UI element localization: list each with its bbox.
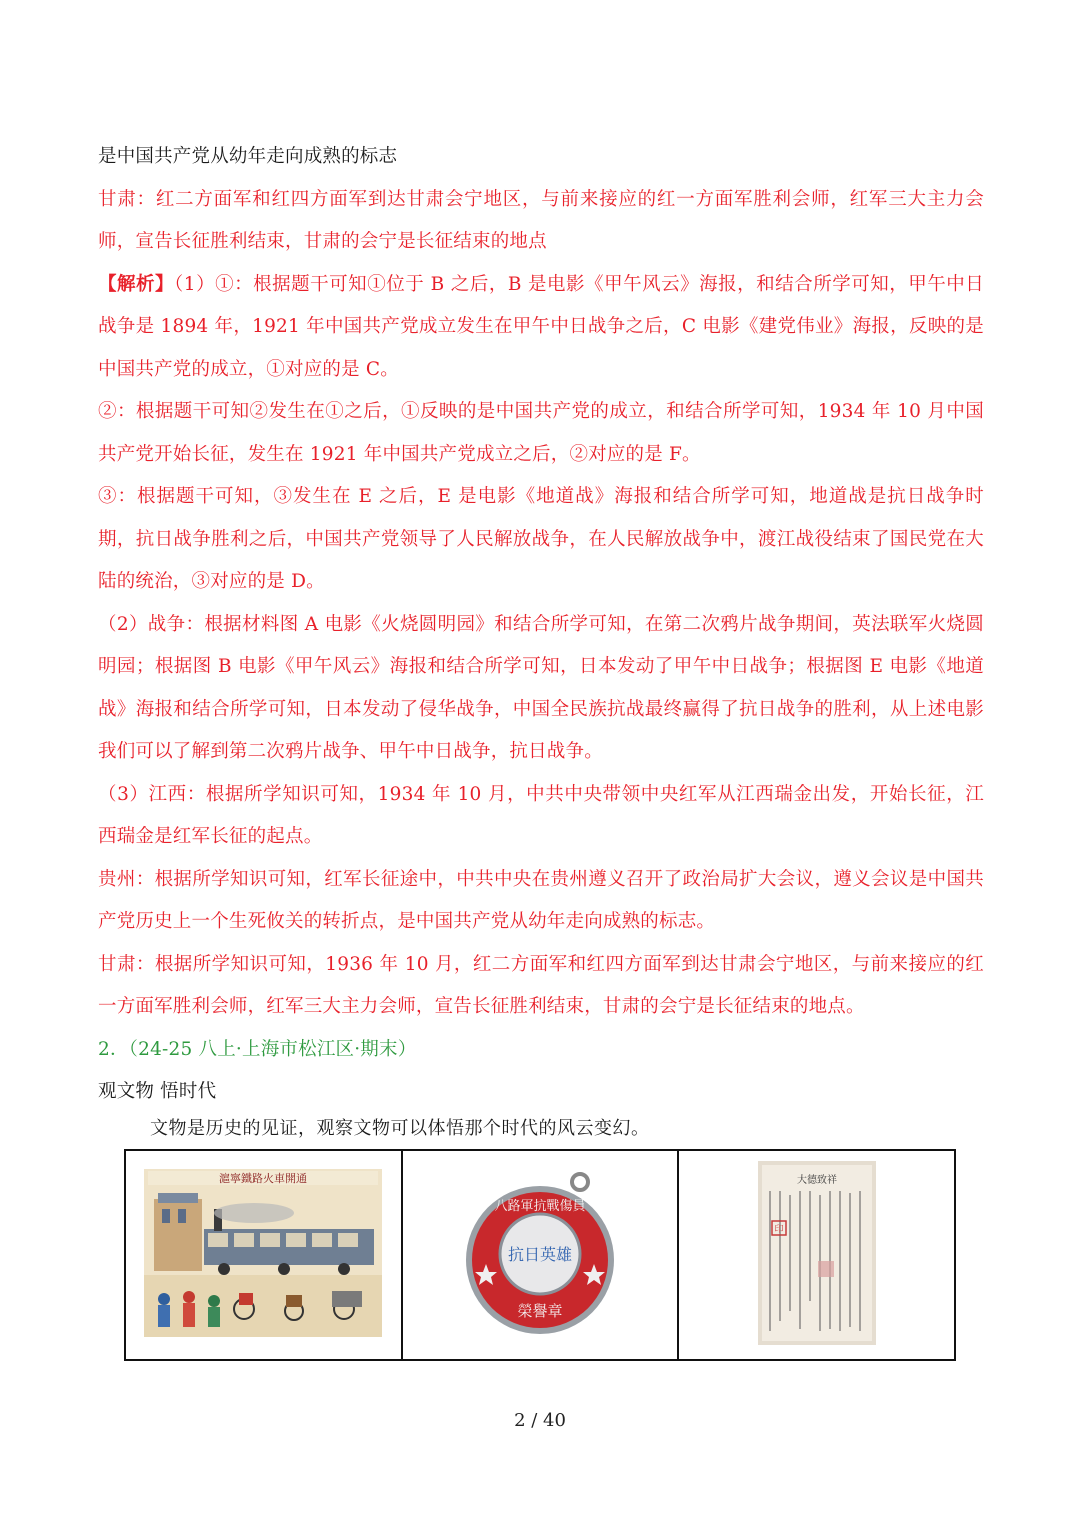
paragraph-text: （3）江西：根据所学知识可知，1934 年 10 月，中共中央带领中央红军从江西瑞金出发，开始长征，江西瑞金是红军长征的起点。 <box>98 783 984 847</box>
document-header: 大德致祥 <box>796 1175 837 1186</box>
paragraph <box>98 774 984 859</box>
paragraph-text: （2）战争：根据材料图 A 电影《火烧圆明园》和结合所学可知，在第二次鸦片战争期间，英法联军火烧圆明园；根据图 B 电影《甲午风云》海报和结合所学可知，日本发动了甲午中日战争；根据图 E 电影《地道战》海报和结合所学可知，日本发动了侵华战争，中国全民族抗战最终赢得了抗日战争的胜利，从上述电影我们可以了解到第二次鸦片战争、甲午中日战争，抗日战争。 <box>98 613 984 762</box>
paragraph <box>98 476 984 604</box>
new-year-print-image <box>144 1169 382 1337</box>
relics-intro: 文物是历史的见证，观察文物可以体悟那个时代的风云变幻。 <box>150 1118 650 1139</box>
paragraph-text: 观文物 悟时代 <box>98 1081 217 1102</box>
badge-bottom-text: 榮譽章 <box>517 1302 563 1320</box>
paragraph <box>98 604 984 774</box>
honor-badge-image <box>460 1168 620 1338</box>
paragraph-text: ③：根据题干可知，③发生在 E 之后，E 是电影《地道战》海报和结合所学可知，地道战是抗日战争时期，抗日战争胜利之后，中国共产党领导了人民解放战争，在人民解放战争中，渡江战役结束了国民党在大陆的统治，③对应的是 D。 <box>98 486 984 592</box>
relics-table <box>124 1149 956 1361</box>
relic-cell-badge <box>402 1150 679 1360</box>
paragraph <box>98 859 984 944</box>
page-number: 2 / 40 <box>514 1410 566 1431</box>
paragraph-text: （1）①：根据题干可知①位于 B 之后，B 是电影《甲午风云》海报，和结合所学可知，甲午中日战争是 1894 年，1921 年中国共产党成立发生在甲午中日战争之后，C 电影《建党伟业》海报，反映的是中国共产党的成立，①对应的是 C。 <box>98 273 984 380</box>
paragraph <box>98 136 984 179</box>
paragraph <box>98 179 984 264</box>
paragraph-text: 贵州：根据所学知识可知，红军长征途中，中共中央在贵州遵义召开了政治局扩大会议，遵义会议是中国共产党历史上一个生死攸关的转折点，是中国共产党从幼年走向成熟的标志。 <box>98 868 984 932</box>
badge-center-text: 抗日英雄 <box>507 1245 572 1264</box>
paragraph-text: 【解析】 <box>98 273 175 295</box>
relic-cell-painting <box>125 1150 402 1360</box>
paragraph-text: 甘肃：红二方面军和红四方面军到达甘肃会宁地区，与前来接应的红一方面军胜利会师，红军三大主力会师，宣告长征胜利结束，甘肃的会宁是长征结束的地点 <box>98 188 984 252</box>
paragraph-text: 甘肃：根据所学知识可知，1936 年 10 月，红二方面军和红四方面军到达甘肃会宁地区，与前来接应的红一方面军胜利会师，红军三大主力会师，宣告长征胜利结束，甘肃的会宁是长征结束的地点。 <box>98 953 984 1017</box>
paragraph <box>98 264 984 392</box>
badge-outer-text: 八路軍抗戰傷員 <box>494 1199 586 1214</box>
document-seal: 印 <box>774 1225 784 1235</box>
paragraph <box>98 391 984 476</box>
paragraph-text: 2．（24-25 八上·上海市松江区·期末） <box>98 1038 417 1060</box>
paragraph-text: ②：根据题干可知②发生在①之后，①反映的是中国共产党的成立，和结合所学可知，1934 年 10 月中国共产党开始长征，发生在 1921 年中国共产党成立之后，②对应的是 F。 <box>98 401 984 465</box>
answer-analysis-text <box>98 136 984 1114</box>
paragraph <box>98 1029 984 1072</box>
paragraph <box>98 944 984 1029</box>
historical-document-image <box>758 1161 876 1345</box>
paragraph <box>98 1071 984 1114</box>
painting-caption: 滬寧鐵路火車開通 <box>219 1172 308 1185</box>
relic-cell-document <box>678 1150 955 1360</box>
paragraph-text: 是中国共产党从幼年走向成熟的标志 <box>98 146 398 167</box>
